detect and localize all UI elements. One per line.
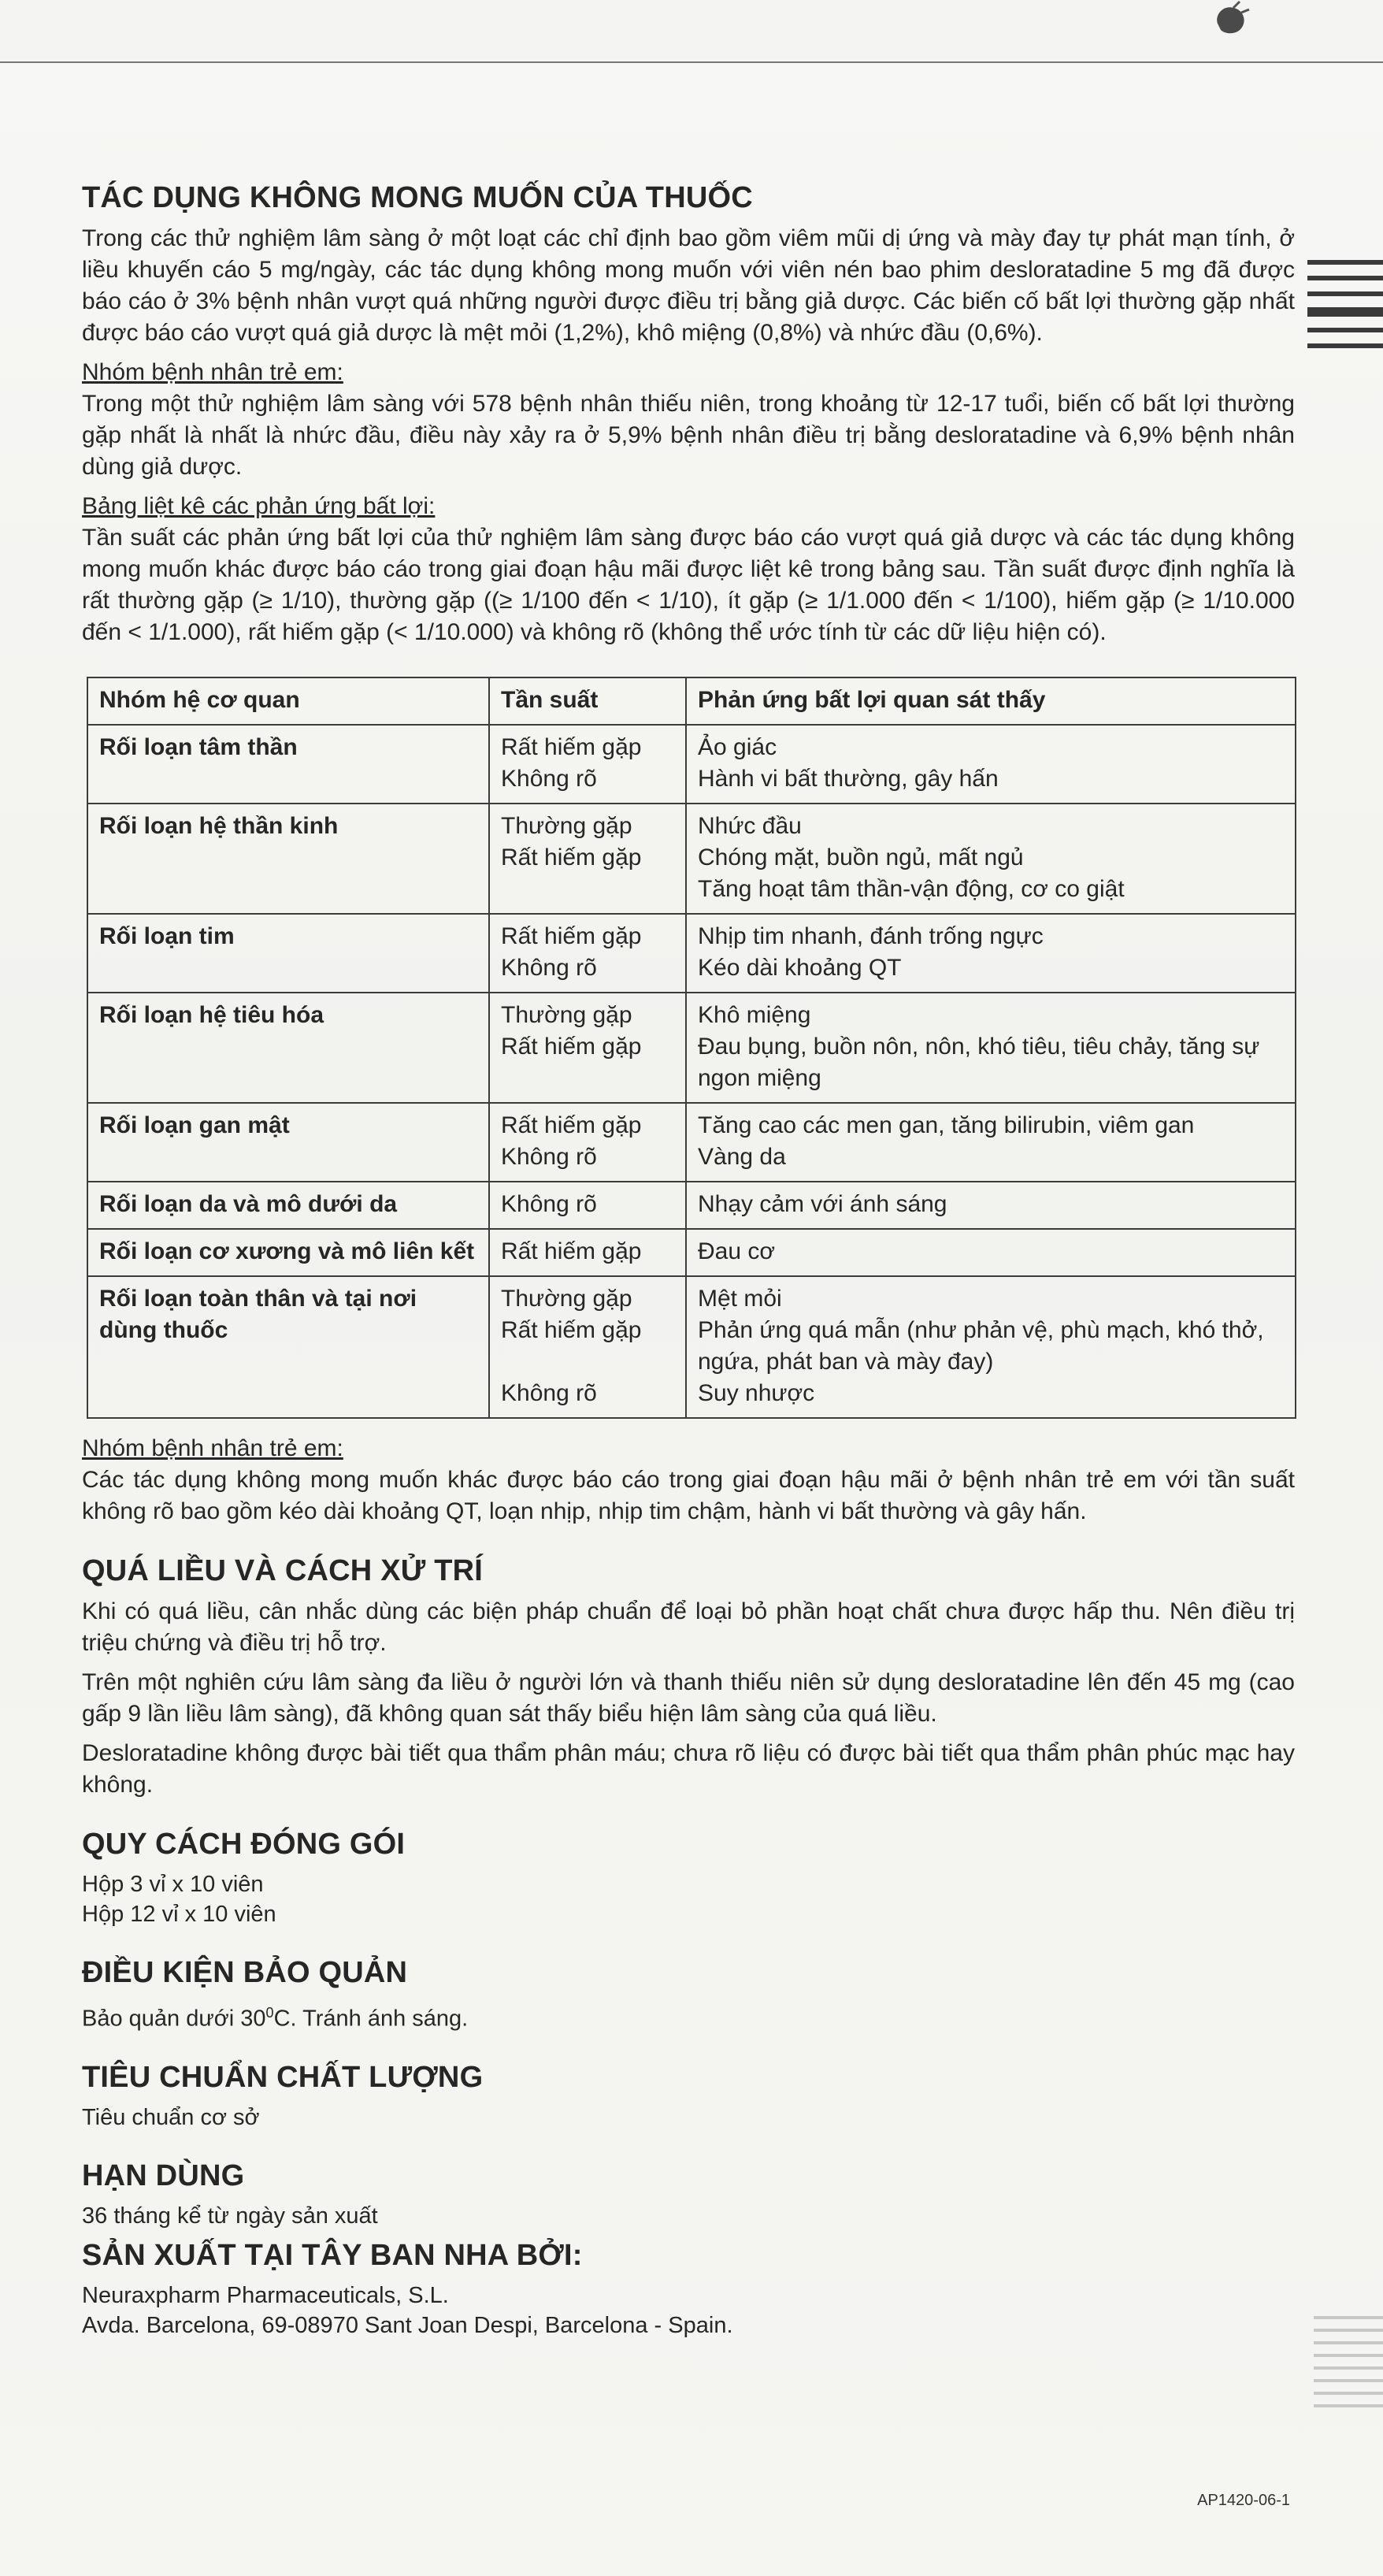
- table-row: [87, 1276, 1296, 1418]
- header-organ-system: Nhóm hệ cơ quan: [87, 677, 489, 725]
- adverse-reactions-table: [87, 677, 1296, 1419]
- table-row: [87, 1103, 1296, 1182]
- reaction-item: Tăng cao các men gan, tăng bilirubin, viêm gan: [698, 1112, 1195, 1138]
- organ-system: Rối loạn da và mô dưới da: [87, 1182, 489, 1229]
- reactions: [686, 1103, 1296, 1182]
- frequency: [489, 1276, 686, 1418]
- print-registration-bars: [1307, 260, 1383, 359]
- frequency-item: Rất hiếm gặp: [501, 1317, 642, 1343]
- reaction-item: Đau bụng, buồn nôn, nôn, khó tiêu, tiêu chảy, tăng sự ngon miệng: [698, 1034, 1260, 1091]
- frequency: [489, 725, 686, 804]
- header-reactions: Phản ứng bất lợi quan sát thấy: [686, 677, 1296, 725]
- leaflet-content: [82, 181, 1295, 2340]
- overdose-section: [82, 1554, 1295, 1801]
- reaction-item: Kéo dài khoảng QT: [698, 955, 902, 981]
- frequency-item: Rất hiếm gặp: [501, 1112, 642, 1138]
- reactions: [686, 1276, 1296, 1418]
- organ-system: Rối loạn tim: [87, 914, 489, 993]
- quality-title: TIÊU CHUẨN CHẤT LƯỢNG: [82, 2060, 484, 2094]
- table-row: [87, 914, 1296, 993]
- storage-text-main: Bảo quản dưới 30: [82, 2006, 266, 2032]
- overdose-p2: Trên một nghiên cứu lâm sàng đa liều ở người lớn và thanh thiếu niên sử dụng desloratadine lên đến 45 mg (cao gấp 9 lần liều lâm sàng), đã không quan sát thấy biểu hiện lâm sàng của quá liều.: [82, 1669, 1295, 1727]
- shelf-life-section: [82, 2159, 1295, 2231]
- quality-text: Tiêu chuẩn cơ sở: [82, 2104, 260, 2130]
- table-row: [87, 725, 1296, 804]
- reaction-item: Tăng hoạt tâm thần-vận động, cơ co giật: [698, 876, 1125, 902]
- adverse-effects-title: TÁC DỤNG KHÔNG MONG MUỐN CỦA THUỐC: [82, 181, 753, 214]
- reaction-item: Phản ứng quá mẫn (như phản vệ, phù mạch, khó thở, ngứa, phát ban và mày đay): [698, 1317, 1264, 1375]
- organ-system: Rối loạn cơ xương và mô liên kết: [87, 1229, 489, 1276]
- manufacturer-name: Neuraxpharm Pharmaceuticals, S.L.: [82, 2282, 449, 2308]
- organ-system: Rối loạn toàn thân và tại nơi dùng thuốc: [87, 1276, 489, 1418]
- reactions: [686, 1182, 1296, 1229]
- degree-superscript: 0: [265, 2005, 274, 2021]
- reaction-item: Đau cơ: [698, 1238, 776, 1264]
- frequency-item: Rất hiếm gặp: [501, 923, 642, 949]
- frequency: [489, 804, 686, 914]
- adverse-intro: Trong các thử nghiệm lâm sàng ở một loạt các chỉ định bao gồm viêm mũi dị ứng và mày đay tự phát mạn tính, ở liều khuyến cáo 5 mg/ngày, các tác dụng không mong muốn với viên nén bao phim desloratadine 5 mg đã được báo cáo ở 3% bệnh nhân vượt quá những người được điều trị bằng giả dược. Các biến cố bất lợi thường gặp nhất được báo cáo vượt quá giả dược là mệt mỏi (1,2%), khô miệng (0,8%) và nhức đầu (0,6%).: [82, 225, 1295, 346]
- table-row: [87, 993, 1296, 1103]
- faded-registration-bars: [1314, 2316, 1383, 2417]
- frequency: [489, 914, 686, 993]
- overdose-p1: Khi có quá liều, cân nhắc dùng các biện pháp chuẩn để loại bỏ phần hoạt chất chưa được hấp thu. Nên điều trị triệu chứng và điều trị hỗ trợ.: [82, 1598, 1295, 1656]
- reactions: [686, 804, 1296, 914]
- frequency: [489, 1182, 686, 1229]
- frequency-spacer: [501, 1346, 674, 1378]
- manufacturer-address: Avda. Barcelona, 69-08970 Sant Joan Despi, Barcelona - Spain.: [82, 2312, 733, 2338]
- table-row: [87, 1229, 1296, 1276]
- reaction-item: Nhạy cảm với ánh sáng: [698, 1191, 947, 1217]
- print-code: AP1420-06-1: [1197, 2492, 1290, 2509]
- frequency-item: Không rõ: [501, 1191, 597, 1217]
- frequency-item: Rất hiếm gặp: [501, 1034, 642, 1060]
- ink-smudge: [1210, 0, 1251, 38]
- frequency-item: Rất hiếm gặp: [501, 1238, 642, 1264]
- table-row: [87, 1182, 1296, 1229]
- overdose-title: QUÁ LIỀU VÀ CÁCH XỬ TRÍ: [82, 1554, 484, 1587]
- reaction-item: Khô miệng: [698, 1002, 811, 1028]
- reaction-item: Suy nhược: [698, 1380, 815, 1406]
- frequency: [489, 1103, 686, 1182]
- frequency-item: Rất hiếm gặp: [501, 844, 642, 870]
- organ-system: Rối loạn gan mật: [87, 1103, 489, 1182]
- packaging-line-1: Hộp 3 vỉ x 10 viên: [82, 1872, 264, 1897]
- frequency-item: Không rõ: [501, 1380, 597, 1406]
- reactions: [686, 993, 1296, 1103]
- reaction-item: Ảo giác: [698, 734, 777, 760]
- packaging-title: QUY CÁCH ĐÓNG GÓI: [82, 1828, 406, 1861]
- pediatric-heading: Nhóm bệnh nhân trẻ em:: [82, 359, 343, 385]
- reaction-item: Mệt mỏi: [698, 1286, 782, 1312]
- reaction-item: Nhức đầu: [698, 813, 802, 839]
- storage-section: [82, 1956, 1295, 2034]
- reaction-item: Nhịp tim nhanh, đánh trống ngực: [698, 923, 1044, 949]
- reaction-item: Hành vi bất thường, gây hấn: [698, 766, 999, 792]
- frequency: [489, 1229, 686, 1276]
- frequency-item: Không rõ: [501, 1144, 597, 1170]
- organ-system: Rối loạn tâm thần: [87, 725, 489, 804]
- table-header-row: [87, 677, 1296, 725]
- pediatric-postmarket-text: Các tác dụng không mong muốn khác được báo cáo trong giai đoạn hậu mãi ở bệnh nhân trẻ em với tần suất không rõ bao gồm kéo dài khoảng QT, loạn nhịp, nhịp tim chậm, hành vi bất thường và gây hấn.: [82, 1467, 1295, 1524]
- overdose-p3: Desloratadine không được bài tiết qua thẩm phân máu; chưa rõ liệu có được bài tiết qua thẩm phân phúc mạc hay không.: [82, 1740, 1295, 1798]
- storage-title: ĐIỀU KIỆN BẢO QUẢN: [82, 1956, 408, 1989]
- frequency-item: Thường gặp: [501, 1286, 632, 1312]
- frequency-item: Không rõ: [501, 766, 597, 792]
- reactions: [686, 725, 1296, 804]
- organ-system: Rối loạn hệ thần kinh: [87, 804, 489, 914]
- manufacturer-title: SẢN XUẤT TẠI TÂY BAN NHA BỞI:: [82, 2238, 583, 2272]
- shelf-life-title: HẠN DÙNG: [82, 2158, 245, 2192]
- reaction-item: Vàng da: [698, 1144, 786, 1170]
- frequency: [489, 993, 686, 1103]
- reaction-item: Chóng mặt, buồn ngủ, mất ngủ: [698, 844, 1024, 870]
- manufacturer-section: [82, 2239, 1295, 2340]
- storage-text: [82, 1998, 1295, 2034]
- shelf-life-text: 36 tháng kể từ ngày sản xuất: [82, 2203, 378, 2229]
- quality-section: [82, 2061, 1295, 2132]
- reactions: [686, 914, 1296, 993]
- header-frequency: Tần suất: [489, 677, 686, 725]
- frequency-item: Thường gặp: [501, 1002, 632, 1028]
- storage-text-end: C. Tránh ánh sáng.: [273, 2006, 469, 2032]
- reactions-list-heading: Bảng liệt kê các phản ứng bất lợi:: [82, 493, 436, 519]
- packaging-line-2: Hộp 12 vỉ x 10 viên: [82, 1902, 276, 1927]
- packaging-section: [82, 1828, 1295, 1929]
- organ-system: Rối loạn hệ tiêu hóa: [87, 993, 489, 1103]
- frequency-item: Thường gặp: [501, 813, 632, 839]
- table-row: [87, 804, 1296, 914]
- pediatric-postmarket-heading: Nhóm bệnh nhân trẻ em:: [82, 1435, 343, 1461]
- reactions: [686, 1229, 1296, 1276]
- frequency-item: Không rõ: [501, 955, 597, 981]
- frequency-item: Rất hiếm gặp: [501, 734, 642, 760]
- pediatric-text: Trong một thử nghiệm lâm sàng với 578 bệnh nhân thiếu niên, trong khoảng từ 12-17 tuổi, biến cố bất lợi thường gặp nhất là nhất là nhức đầu, điều này xảy ra ở 5,9% bệnh nhân điều trị bằng desloratadine và 6,9% bệnh nhân dùng giả dược.: [82, 391, 1295, 480]
- reactions-list-text: Tần suất các phản ứng bất lợi của thử nghiệm lâm sàng được báo cáo vượt quá giả dược và các tác dụng không mong muốn khác được báo cáo trong giai đoạn hậu mãi được liệt kê trong bảng sau. Tần suất được định nghĩa là rất thường gặp (≥ 1/10), thường gặp ((≥ 1/100 đến < 1/10), ít gặp (≥ 1/1.000 đến < 1/100), hiếm gặp (≥ 1/10.000 đến < 1/1.000), rất hiếm gặp (< 1/10.000) và không rõ (không thể ước tính từ các dữ liệu hiện có).: [82, 525, 1295, 645]
